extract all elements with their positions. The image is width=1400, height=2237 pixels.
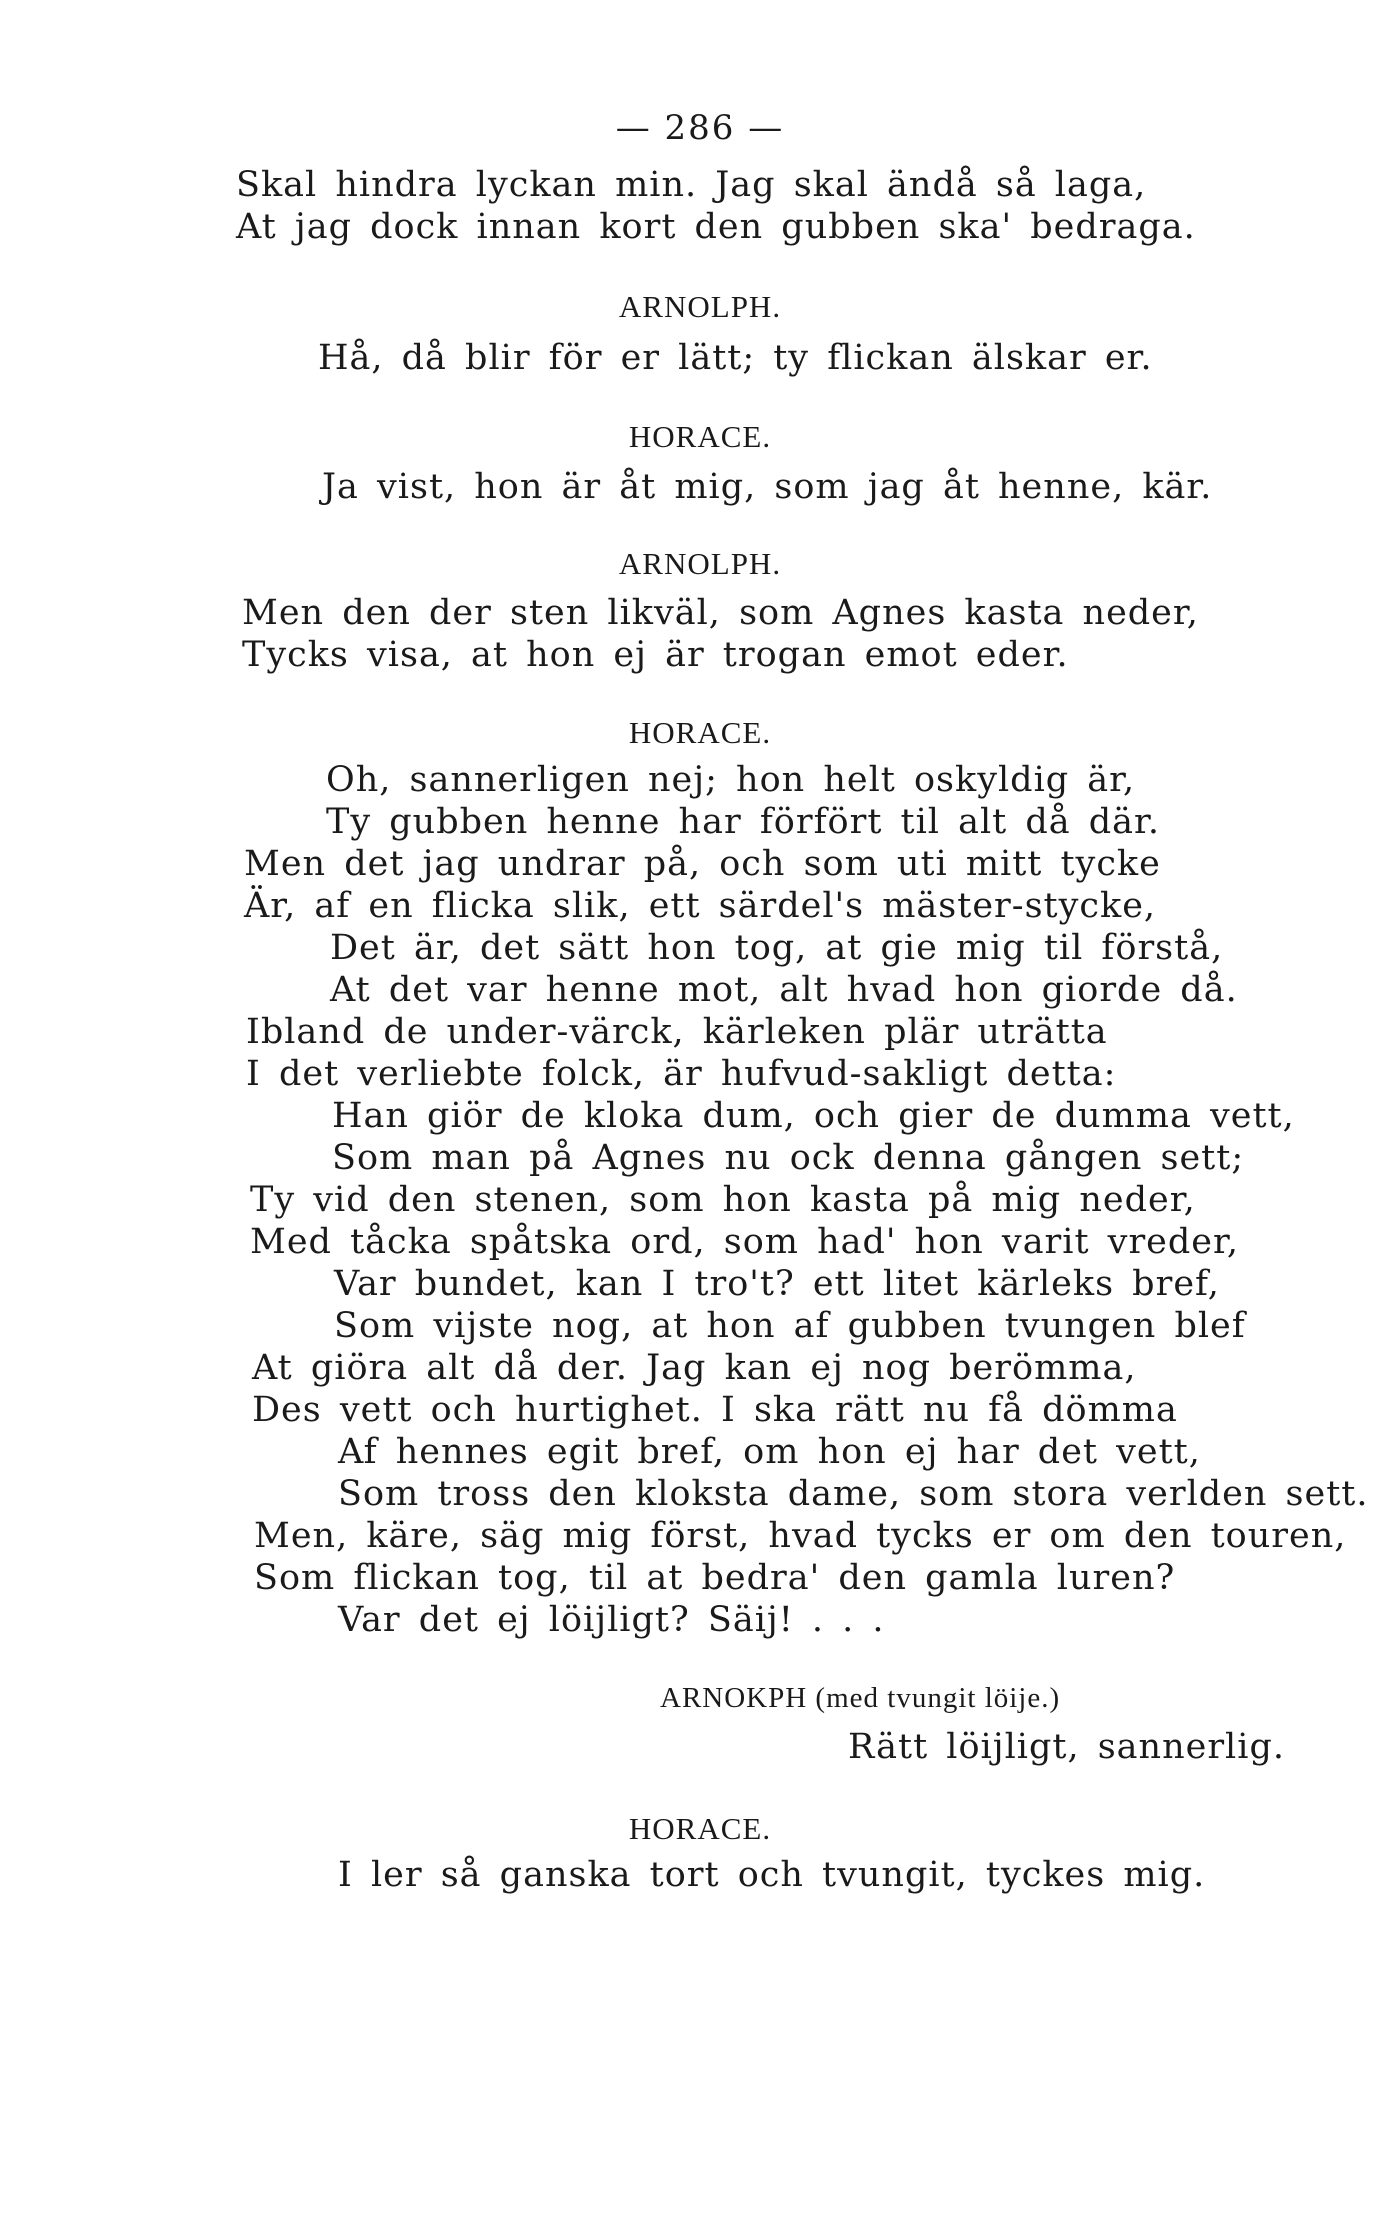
verse-line: Ty gubben henne har förfört til alt då där. xyxy=(326,802,1161,842)
speaker-name: ARNOLPH. xyxy=(618,546,782,581)
verse-line: Af hennes egit bref, om hon ej har det vett, xyxy=(338,1432,1201,1472)
verse-line: Är, af en flicka slik, ett särdel's mäster-stycke, xyxy=(244,886,1157,926)
verse-line: Som vijste nog, at hon af gubben tvungen blef xyxy=(334,1306,1246,1346)
verse-line: Ty vid den stenen, som hon kasta på mig neder, xyxy=(250,1180,1196,1220)
speaker-name: ARNOLPH. xyxy=(618,289,782,324)
verse-line: Men, käre, säg mig först, hvad tycks er om den touren, xyxy=(254,1516,1347,1556)
verse-line: Des vett och hurtighet. I ska rätt nu få dömma xyxy=(252,1390,1178,1430)
verse-line: Ibland de under-värck, kärleken plär uträtta xyxy=(246,1012,1108,1052)
verse-line: Men det jag undrar på, och som uti mitt tycke xyxy=(244,844,1161,884)
speaker-name: HORACE. xyxy=(628,715,772,750)
verse-line: At jag dock innan kort den gubben ska' bedraga. xyxy=(236,207,1196,247)
verse-line: Men den der sten likväl, som Agnes kasta neder, xyxy=(242,593,1199,633)
verse-line: I ler så ganska tort och tvungit, tyckes mig. xyxy=(338,1855,1206,1895)
verse-line: Som man på Agnes nu ock denna gången sett; xyxy=(332,1138,1245,1178)
verse-line: Med tåcka spåtska ord, som had' hon varit vreder, xyxy=(250,1222,1240,1262)
verse-line: Skal hindra lyckan min. Jag skal ändå så laga, xyxy=(236,165,1147,205)
verse-line: Var bundet, kan I tro't? ett litet kärleks bref, xyxy=(334,1264,1220,1304)
verse-line: Som flickan tog, til at bedra' den gamla luren? xyxy=(254,1558,1176,1598)
verse-line: Rätt löijligt, sannerlig. xyxy=(848,1727,1285,1767)
speaker-name: ARNOKPH (med tvungit löije.) xyxy=(660,1682,1061,1714)
verse-line: Oh, sannerligen nej; hon helt oskyldig är, xyxy=(326,760,1136,800)
verse-line: Var det ej löijligt? Säij! . . . xyxy=(338,1600,885,1640)
speaker-name: HORACE. xyxy=(628,1811,772,1846)
verse-line: Det är, det sätt hon tog, at gie mig til förstå, xyxy=(330,928,1224,968)
verse-line: At giöra alt då der. Jag kan ej nog berömma, xyxy=(252,1348,1137,1388)
verse-line: Han giör de kloka dum, och gier de dumma vett, xyxy=(332,1096,1295,1136)
page-number: — 286 — xyxy=(615,108,785,148)
verse-line: Tycks visa, at hon ej är trogan emot eder. xyxy=(242,635,1069,675)
verse-line: Ja vist, hon är åt mig, som jag åt henne, kär. xyxy=(322,467,1213,507)
verse-line: Hå, då blir för er lätt; ty flickan älskar er. xyxy=(318,338,1153,378)
verse-line: At det var henne mot, alt hvad hon giorde då. xyxy=(330,970,1238,1010)
verse-line: Som tross den kloksta dame, som stora verlden sett. xyxy=(338,1474,1369,1514)
verse-line: I det verliebte folck, är hufvud-sakligt detta: xyxy=(246,1054,1117,1094)
speaker-name: HORACE. xyxy=(628,419,772,454)
